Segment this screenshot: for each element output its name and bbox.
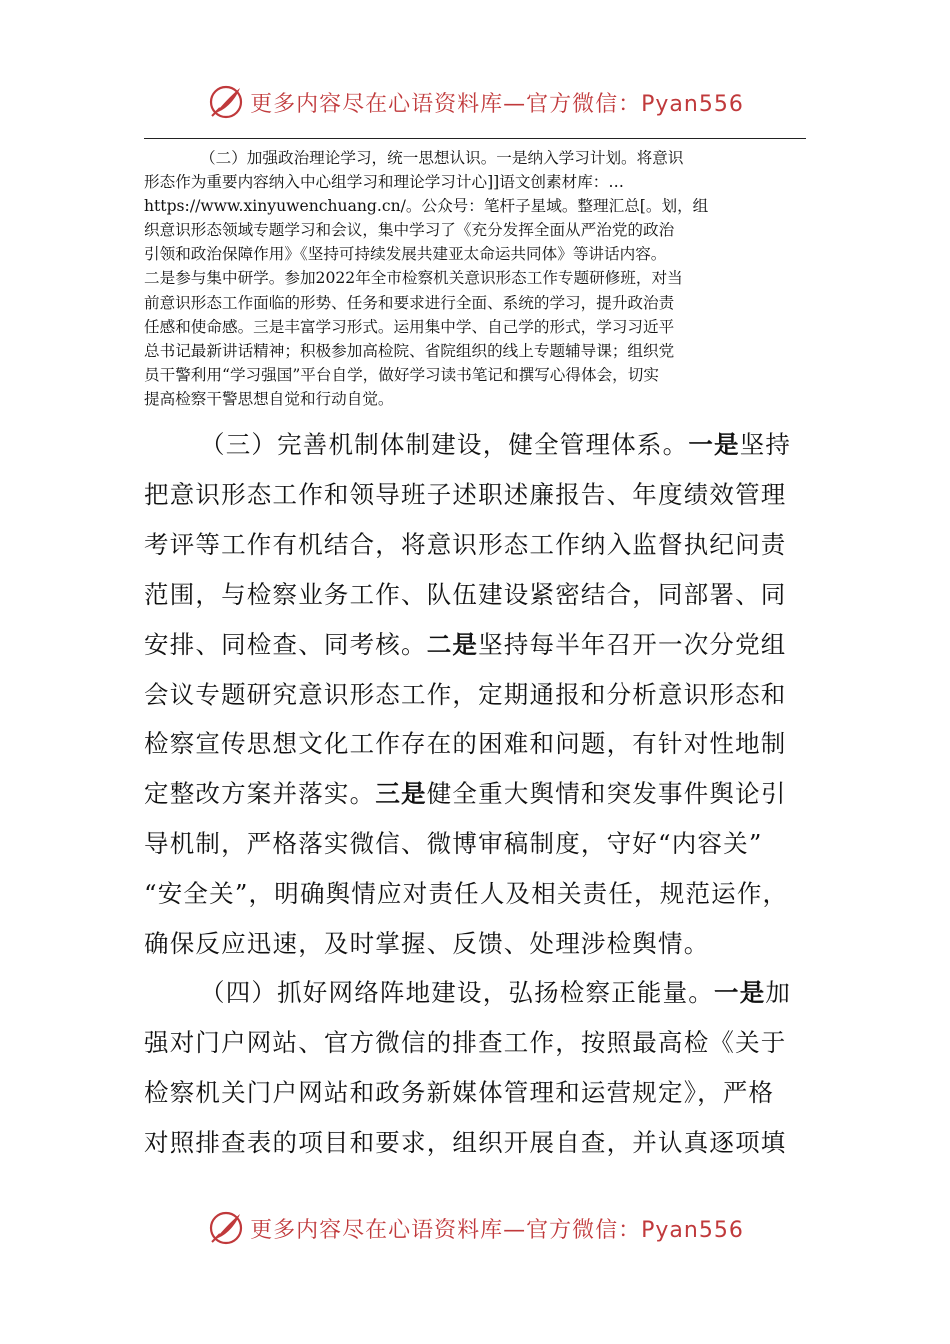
paragraph-four	[144, 968, 806, 1168]
banner-text: 更多内容尽在心语资料库—官方微信：Pyan556	[250, 91, 744, 117]
paragraph-three	[144, 420, 806, 969]
para2-line-11: 提高检察干警思想自觉和行动自觉。	[144, 389, 394, 408]
para3-line-1: （三）完善机制体制建设，健全管理体系。一是坚持	[200, 430, 792, 459]
para3-line-10: “安全关”，明确舆情应对责任人及相关责任，规范运作，	[144, 879, 789, 909]
para4-line-2: 强对门户网站、官方微信的排查工作，按照最高检《关于	[144, 1027, 787, 1057]
para2-line-1: （二）加强政治理论学习，统一思想认识。一是纳入学习计划。将意识	[200, 149, 684, 167]
footer-watermark-banner	[0, 1208, 950, 1248]
para2-line-5: 引领和政治保障作用》《坚持可持续发展共建亚太命运共同体》等讲话内容。	[144, 245, 667, 264]
para3-line-5: 安排、同检查、同考核。二是坚持每半年召开一次分党组	[144, 629, 787, 659]
para4-line-1: （四）抓好网络阵地建设，弘扬检察正能量。一是加	[200, 978, 792, 1007]
para3-line-6: 会议专题研究意识形态工作，定期通报和分析意识形态和	[144, 679, 787, 709]
para2-line-8: 任感和使命感。三是丰富学习形式。运用集中学、自己学的形式，学习习近平	[144, 317, 675, 336]
para3-line-9: 导机制，严格落实微信、微博审稿制度，守好“内容关”	[144, 829, 763, 859]
para2-line-6: 二是参与集中研学。参加2022年全市检察机关意识形态工作专题研修班，对当	[144, 269, 683, 288]
para3-line-4: 范围，与检察业务工作、队伍建设紧密结合，同部署、同	[144, 579, 787, 609]
para3-line-8: 定整改方案并落实。三是健全重大舆情和突发事件舆论引	[144, 779, 787, 809]
header-watermark-banner	[0, 82, 950, 122]
para2-line-10: 员干警利用“学习强国”平台自学，做好学习读书笔记和撰写心得体会，切实	[144, 365, 659, 384]
para4-line-4: 对照排查表的项目和要求，组织开展自查，并认真逐项填	[144, 1127, 787, 1157]
para2-line-9: 总书记最新讲话精神；积极参加高检院、省院组织的线上专题辅导课；组织党	[144, 341, 675, 360]
header-divider	[144, 138, 806, 139]
quill-pen-logo-icon	[206, 1208, 246, 1248]
para2-line-7: 前意识形态工作面临的形势、任务和要求进行全面、系统的学习，提升政治责	[144, 293, 675, 312]
banner-text: 更多内容尽在心语资料库—官方微信：Pyan556	[250, 1217, 744, 1243]
para2-line-4: 织意识形态领域专题学习和会议，集中学习了《充分发挥全面从严治党的政治	[144, 221, 675, 240]
paragraph-two	[144, 146, 806, 411]
para2-line-2: 形态作为重要内容纳入中心组学习和理论学习计心]]语文创素材库：…	[144, 173, 624, 192]
para3-line-3: 考评等工作有机结合，将意识形态工作纳入监督执纪问责	[144, 529, 787, 559]
para3-line-11: 确保反应迅速，及时掌握、反馈、处理涉检舆情。	[144, 929, 710, 959]
para3-line-2: 把意识形态工作和领导班子述职述廉报告、年度绩效管理	[144, 479, 787, 509]
para2-line-3: https://www.xinyuwenchuang.cn/。公众号：笔杆子星域。整理汇总[。划，组	[144, 197, 709, 216]
quill-pen-logo-icon	[206, 82, 246, 122]
para4-line-3: 检察机关门户网站和政务新媒体管理和运营规定》，严格	[144, 1077, 775, 1107]
para3-line-7: 检察宣传思想文化工作存在的困难和问题，有针对性地制	[144, 729, 787, 759]
